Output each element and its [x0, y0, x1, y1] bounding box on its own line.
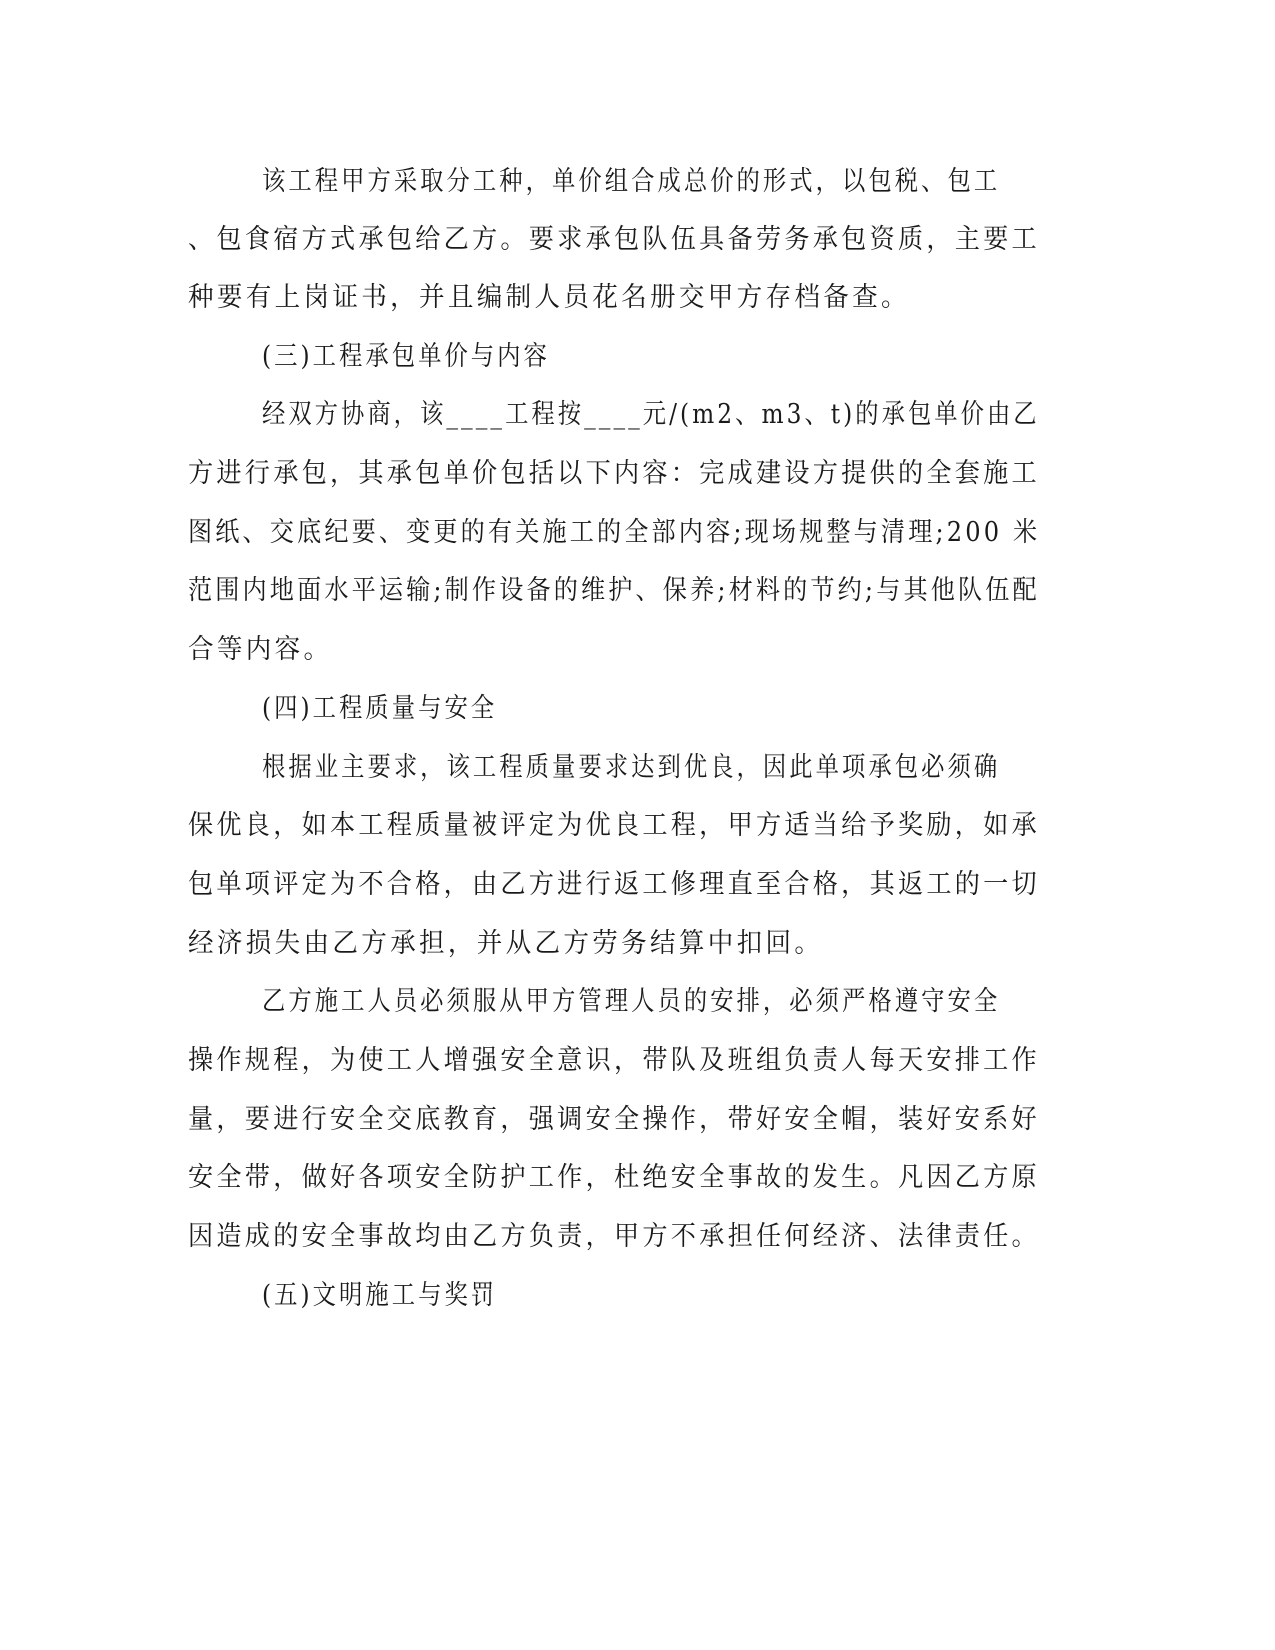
paragraph-line: 保优良，如本工程质量被评定为优良工程，甲方适当给予奖励，如承 [188, 810, 1040, 841]
paragraph-line: 方进行承包，其承包单价包括以下内容：完成建设方提供的全套施工 [188, 458, 1040, 489]
paragraph-line: 经济损失由乙方承担，并从乙方劳务结算中扣回。 [188, 928, 824, 959]
paragraph-line: 包单项评定为不合格，由乙方进行返工修理直至合格，其返工的一切 [188, 869, 1040, 900]
paragraph-line: 经双方协商，该____工程按____元/(m2、m3、t)的承包单价由乙 [262, 399, 1040, 430]
paragraph-line: 合等内容。 [188, 634, 333, 665]
paragraph-line: 该工程甲方采取分工种，单价组合成总价的形式，以包税、包工 [262, 166, 1001, 197]
paragraph-line: 乙方施工人员必须服从甲方管理人员的安排，必须严格遵守安全 [262, 986, 1001, 1017]
paragraph-line: 种要有上岗证书，并且编制人员花名册交甲方存档备查。 [188, 282, 910, 313]
section-heading: (三)工程承包单价与内容 [262, 341, 550, 372]
paragraph-line: 根据业主要求，该工程质量要求达到优良，因此单项承包必须确 [262, 752, 1001, 783]
paragraph-line: 、包食宿方式承包给乙方。要求承包队伍具备劳务承包资质，主要工 [188, 224, 1040, 255]
paragraph-line: 因造成的安全事故均由乙方负责，甲方不承担任何经济、法律责任。 [188, 1221, 1040, 1252]
paragraph-line: 量，要进行安全交底教育，强调安全操作，带好安全帽，装好安系好 [188, 1104, 1040, 1135]
paragraph-line: 图纸、交底纪要、变更的有关施工的全部内容;现场规整与清理;200 米 [188, 517, 1041, 548]
section-heading: (四)工程质量与安全 [262, 693, 498, 724]
section-heading: (五)文明施工与奖罚 [262, 1280, 498, 1311]
paragraph-line: 安全带，做好各项安全防护工作，杜绝安全事故的发生。凡因乙方原 [188, 1162, 1040, 1193]
paragraph-line: 范围内地面水平运输;制作设备的维护、保养;材料的节约;与其他队伍配 [188, 575, 1040, 606]
paragraph-line: 操作规程，为使工人增强安全意识，带队及班组负责人每天安排工作 [188, 1045, 1040, 1076]
